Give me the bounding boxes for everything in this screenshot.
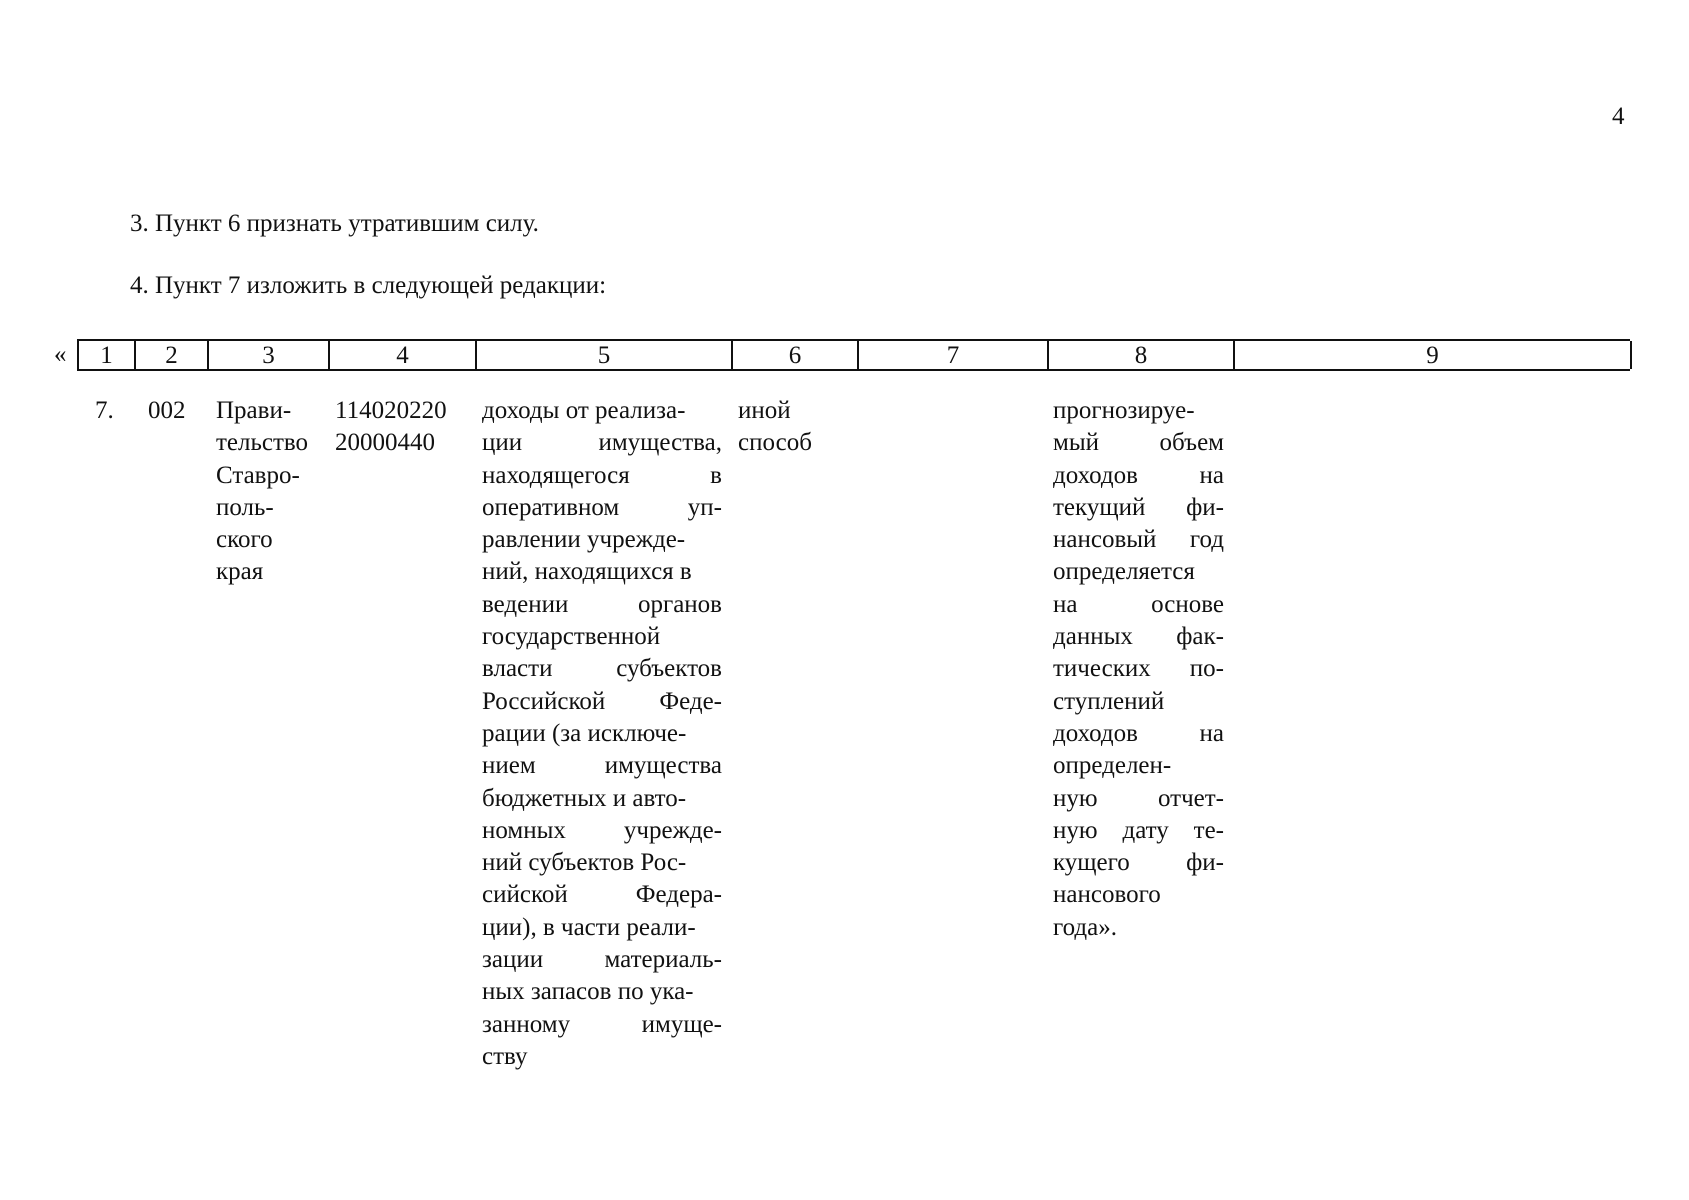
header-cell-9: 9	[1235, 341, 1632, 369]
page-number: 4	[1612, 103, 1625, 130]
line: края	[216, 558, 264, 586]
header-cell-3: 3	[209, 341, 330, 369]
line: 20000440	[335, 429, 435, 457]
budget-code-cell	[335, 395, 470, 460]
line: оперативном уп-	[482, 493, 722, 521]
line: текущий фи-	[1053, 493, 1224, 521]
header-cell-6: 6	[733, 341, 859, 369]
line: рации (за исключе-	[482, 719, 687, 747]
header-cell-5: 5	[477, 341, 733, 369]
line: ную дату те-	[1053, 816, 1224, 844]
line: нансового	[1053, 881, 1161, 909]
table-header-row	[77, 339, 1630, 371]
line: ству	[482, 1042, 528, 1070]
line: доходы от реализа-	[482, 397, 686, 424]
row-number-cell: 7.	[95, 397, 114, 424]
line: тельство	[216, 429, 309, 457]
line: мый объем	[1053, 429, 1224, 457]
line: ведении органов	[482, 590, 722, 618]
line: Ставро-	[216, 461, 300, 489]
line: ний субъектов Рос-	[482, 849, 687, 877]
line: ции), в части реали-	[482, 913, 696, 941]
paragraph-item-3: 3. Пункт 6 признать утратившим силу.	[130, 210, 539, 237]
opening-quote-mark: «	[54, 341, 67, 368]
line: ных запасов по ука-	[482, 978, 694, 1006]
line: кущего фи-	[1053, 849, 1224, 877]
line: нием имущества	[482, 752, 722, 780]
line: способ	[738, 429, 812, 457]
line: равлении учрежде-	[482, 526, 686, 554]
line: занному имуще-	[482, 1010, 722, 1038]
paragraph-item-4: 4. Пункт 7 изложить в следующей редакции:	[130, 272, 607, 299]
line: года».	[1053, 913, 1117, 941]
line: ского	[216, 526, 273, 554]
header-cell-8: 8	[1049, 341, 1235, 369]
calculation-method-cell	[738, 395, 838, 460]
line: Прави-	[216, 397, 292, 424]
admin-code-cell: 002	[148, 397, 186, 424]
header-cell-1: 1	[79, 341, 136, 369]
line: на основе	[1053, 590, 1224, 618]
line: поль-	[216, 493, 274, 521]
line: находящегося в	[482, 461, 722, 489]
line: зации материаль-	[482, 946, 722, 974]
line: сийской Федера-	[482, 881, 722, 909]
line: 114020220	[335, 397, 447, 424]
line: Российской Феде-	[482, 687, 722, 715]
line: данных фак-	[1053, 623, 1224, 651]
line: ний, находящихся в	[482, 558, 692, 586]
line: определяется	[1053, 558, 1195, 586]
income-description-cell	[482, 395, 722, 1073]
administrator-name-cell	[216, 395, 328, 589]
header-cell-7: 7	[859, 341, 1049, 369]
line: ную отчет-	[1053, 784, 1224, 812]
header-cell-2: 2	[136, 341, 209, 369]
forecast-method-cell	[1053, 395, 1224, 944]
line: государственной	[482, 623, 661, 651]
line: нансовый год	[1053, 526, 1224, 554]
line: власти субъектов	[482, 655, 722, 683]
line: бюджетных и авто-	[482, 784, 687, 812]
line: ции имущества,	[482, 429, 722, 457]
line: номных учрежде-	[482, 816, 722, 844]
line: доходов на	[1053, 461, 1224, 489]
line: тических по-	[1053, 655, 1224, 683]
header-cell-4: 4	[330, 341, 477, 369]
line: прогнозируе-	[1053, 397, 1195, 424]
line: доходов на	[1053, 719, 1224, 747]
line: определен-	[1053, 752, 1172, 780]
line: ступлений	[1053, 687, 1165, 715]
line: иной	[738, 397, 791, 424]
